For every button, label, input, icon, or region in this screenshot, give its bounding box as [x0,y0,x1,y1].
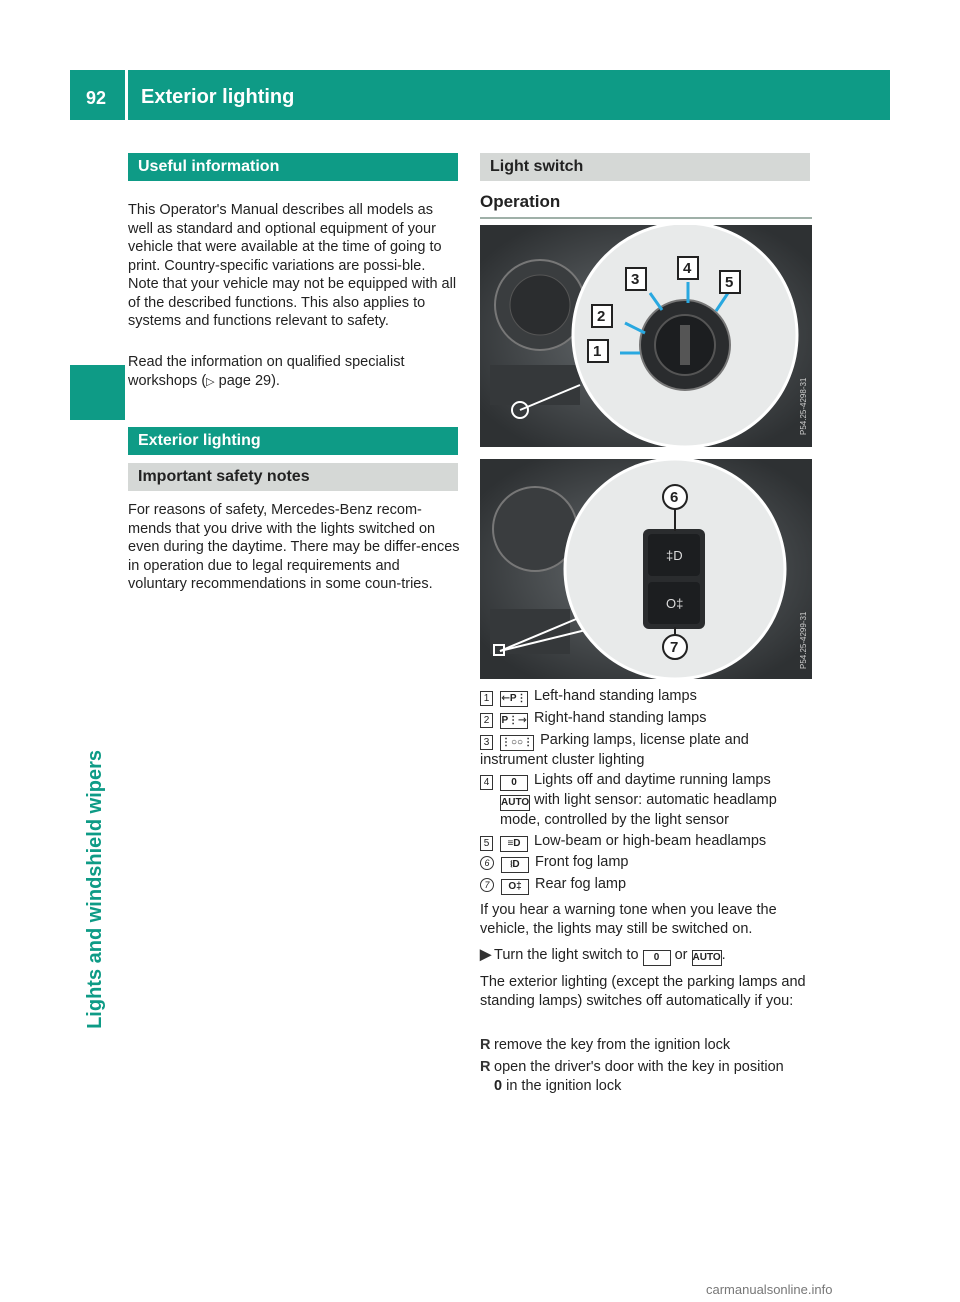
rear-fog-lamp-icon: O‡ [501,879,529,895]
lights-off-icon: 0 [643,950,671,966]
side-tab-label: Lights and windshield wipers [84,750,106,1029]
left-standing-lamps-icon: ⇽P⋮ [500,691,528,707]
light-switch-illustration [480,225,812,447]
workshops-text: Read the information on qualified specialist workshops (▷ page 29). [128,354,405,389]
headlamps-icon: ≡D [500,836,528,852]
right-standing-lamps-icon: P⋮⇾ [500,713,528,729]
legend-item-5: 5 ≡D Low-beam or high-beam headlamps [480,832,815,852]
parking-lamps-icon: ⋮○○⋮ [500,735,534,751]
fog-lamp-photo [480,459,812,679]
watermark: carmanualsonline.info [706,1282,833,1297]
legend-item-1: 1 ⇽P⋮ Left-hand standing lamps [480,687,815,707]
arrow-icon: ▶ [480,947,492,963]
bullet-item-2: R open the driver's door with the key in position 0 in the ignition lock [480,1059,784,1094]
warning-text: If you hear a warning tone when you leave the vehicle, the lights may still be switched on. [480,902,777,937]
legend-item-7: 7 O‡ Rear fog lamp [480,875,815,895]
exterior-lighting-heading: Exterior lighting [128,427,458,455]
page-ref-link[interactable]: page 29). [214,372,280,389]
page-ref-arrow-icon: ▷ [206,375,215,388]
callout-3: 3 [631,271,640,288]
page-number: 92 [86,88,107,108]
useful-information-text: This Operator's Manual describes all models as well as standard and optional equipment of your vehicle that were available at the time of going to print. Country-specific variations are possi-ble. Note that your vehicle may not be equipped with all of the described functions. This also applies to systems and functions relevant to safety. [128,202,457,329]
photo2-code: P54.25-4299-31 [799,611,808,669]
callout-7: 7 [670,639,679,656]
front-fog-icon: ‡D [666,548,683,563]
useful-information-heading: Useful information [128,153,458,181]
callout-2: 2 [597,308,606,325]
auto-icon: AUTO [500,795,530,811]
legend-item-2: 2 P⋮⇾ Right-hand standing lamps [480,709,815,729]
side-tab-block [70,365,125,420]
operation-heading: Operation [480,192,561,211]
front-fog-lamp-icon: ⧙D [501,857,529,873]
callout-1: 1 [593,343,602,360]
page-title: Exterior lighting [141,86,295,108]
bullet-marker-icon: R [480,1037,491,1053]
legend-item-3: 3 ⋮○○⋮ Parking lamps, license plate and instrument cluster lighting [480,732,749,768]
bullet-marker-icon: R [480,1059,491,1075]
safety-notes-heading: Important safety notes [128,463,458,491]
callout-5: 5 [725,274,734,291]
light-switch-photo [480,225,812,447]
safety-notes-text: For reasons of safety, Mercedes-Benz recom-mends that you drive with the lights switched on even during the daytime. There may be differ-ences in operation due to legal requirements and voluntary recommendations in some coun-tries. [128,502,460,592]
action-step: ▶ Turn the light switch to 0 or AUTO. [480,946,815,966]
callout-4: 4 [683,260,692,277]
fog-lamp-illustration [480,459,812,679]
operation-divider [480,217,812,219]
bullet-item-1: R remove the key from the ignition lock [480,1037,731,1053]
photo1-code: P54.25-4298-31 [799,377,808,435]
header-divider [125,70,128,120]
auto-off-text: The exterior lighting (except the parking lamps and standing lamps) switches off automatically if you: [480,974,806,1009]
callout-6: 6 [670,489,679,506]
legend-item-4: 4 0 Lights off and daytime running lamps AUTO with light sensor: automatic headlamp mode, controlled by the light sensor [480,771,815,830]
rear-fog-icon: O‡ [666,596,684,611]
lights-off-icon: 0 [500,775,528,791]
legend-item-6: 6 ⧙D Front fog lamp [480,853,815,873]
auto-icon: AUTO [692,950,722,966]
light-switch-heading: Light switch [480,153,810,181]
